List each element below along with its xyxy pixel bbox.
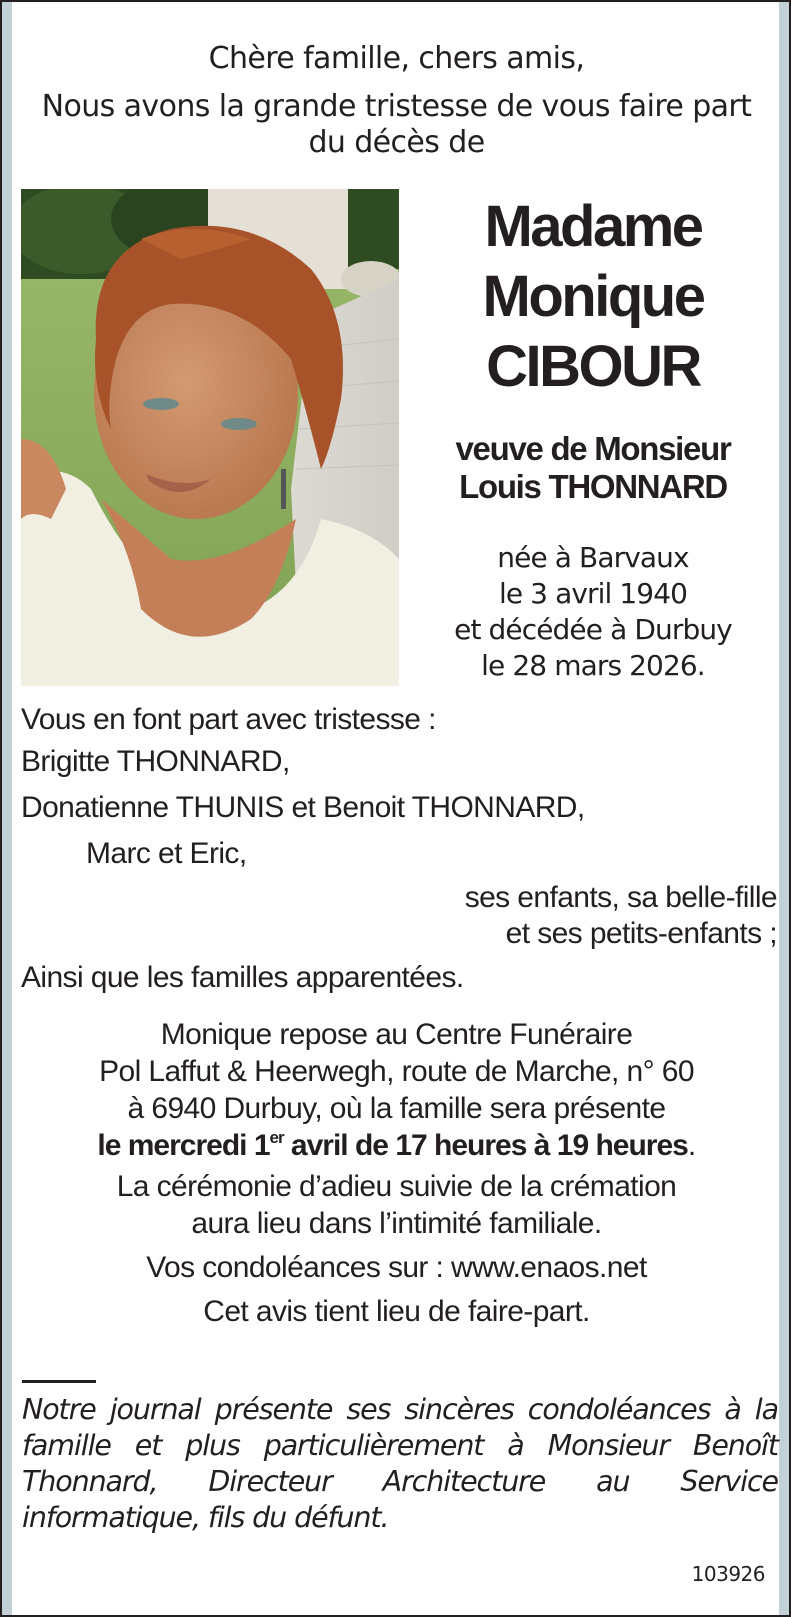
birth-place: née à Barvaux xyxy=(497,541,689,574)
birth-death-dates xyxy=(409,540,777,684)
mourners-intro: Vous en font part avec tristesse : xyxy=(21,703,436,736)
notice-statement: Cet avis tient lieu de faire-part. xyxy=(203,1295,590,1328)
ceremony-info xyxy=(14,1168,779,1242)
death-date: le 28 mars 2026. xyxy=(481,649,705,682)
ceremony-line-1: La cérémonie d’adieu suivie de la crémation xyxy=(116,1170,677,1203)
reference-number: 103926 xyxy=(691,1562,765,1586)
viewing-info xyxy=(14,1016,779,1164)
viewing-line-1: Monique repose au Centre Funéraire xyxy=(160,1018,633,1051)
mourner-name: Marc et Eric, xyxy=(86,837,247,870)
name-title: Madame xyxy=(484,194,702,259)
viewing-line-3: à 6940 Durbuy, où la famille sera présente xyxy=(127,1092,666,1125)
notice-content xyxy=(14,2,779,1615)
mourner-name: Brigitte THONNARD, xyxy=(21,745,290,778)
widow-line-2: Louis THONNARD xyxy=(459,468,727,505)
relation-line-1: ses enfants, sa belle-fille xyxy=(464,881,777,914)
first-name: Monique xyxy=(482,264,704,329)
ceremony-line-2: aura lieu dans l’intimité familiale. xyxy=(191,1207,602,1240)
announcement xyxy=(14,89,779,161)
death-place: et décédée à Durbuy xyxy=(454,613,732,646)
mourner-name: Donatienne THUNIS et Benoit THONNARD, xyxy=(21,791,585,824)
relation-line-2: et ses petits-enfants ; xyxy=(505,917,777,950)
divider-rule xyxy=(22,1380,96,1383)
deceased-name xyxy=(409,192,777,402)
left-margin-band xyxy=(2,2,12,1615)
announcement-line-2: du décès de xyxy=(308,125,485,160)
birth-date: le 3 avril 1940 xyxy=(498,577,688,610)
condolences-link-text: Vos condoléances sur : www.enaos.net xyxy=(146,1251,647,1284)
right-margin-band xyxy=(779,2,789,1615)
widow-of xyxy=(409,430,777,506)
widow-line-1: veuve de Monsieur xyxy=(455,430,731,467)
extended-family: Ainsi que les familles apparentées. xyxy=(21,961,464,994)
newspaper-condolence-note: Notre journal présente ses sincères condoléances à la famille et plus particulièrement à Monsieur Benoît Thonnard, Directeur Architecture au Service informatique, fils du défunt. xyxy=(22,1393,778,1534)
portrait-photo xyxy=(21,189,399,686)
portrait-image-icon xyxy=(21,189,399,686)
greeting: Chère famille, chers amis, xyxy=(208,41,585,76)
viewing-line-2: Pol Laffut & Heerwegh, route de Marche, n° 60 xyxy=(99,1055,694,1088)
last-name: CIBOUR xyxy=(486,334,700,399)
announcement-line-1: Nous avons la grande tristesse de vous faire part xyxy=(41,89,752,124)
viewing-time: le mercredi 1er avril de 17 heures à 19 heures. xyxy=(97,1128,696,1162)
